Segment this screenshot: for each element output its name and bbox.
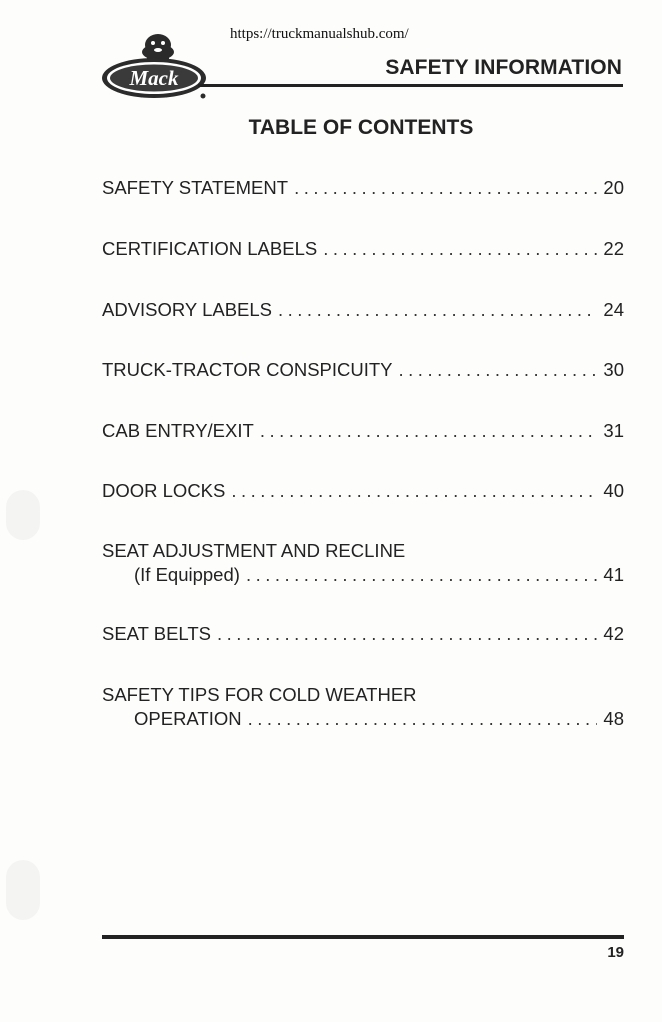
dot-leader bbox=[248, 707, 598, 731]
toc-entry-label: ADVISORY LABELS bbox=[102, 299, 273, 320]
toc-entry-label: CAB ENTRY/EXIT bbox=[102, 420, 254, 441]
dot-leader bbox=[399, 358, 598, 382]
toc-page-number: 24 bbox=[603, 299, 624, 320]
toc-page-number: 20 bbox=[603, 177, 624, 198]
toc-entry-door-locks[interactable] bbox=[102, 479, 624, 503]
dot-leader bbox=[231, 479, 597, 503]
toc-page-number: 41 bbox=[603, 564, 624, 585]
dot-leader bbox=[294, 176, 597, 200]
page-number: 19 bbox=[607, 944, 624, 961]
toc-entry-cab-entry-exit[interactable] bbox=[102, 419, 624, 443]
toc-entry-certification-labels[interactable] bbox=[102, 237, 624, 261]
toc-entry-label: CERTIFICATION LABELS bbox=[102, 238, 318, 259]
dot-leader bbox=[246, 563, 597, 587]
toc-page-number: 22 bbox=[603, 238, 624, 259]
dot-leader bbox=[323, 237, 597, 261]
section-title: SAFETY INFORMATION bbox=[385, 56, 622, 79]
dot-leader bbox=[278, 298, 597, 322]
dot-leader bbox=[260, 419, 598, 443]
toc-title: TABLE OF CONTENTS bbox=[248, 116, 474, 139]
toc-page-number: 48 bbox=[603, 708, 624, 729]
footer-rule bbox=[102, 935, 624, 939]
toc-entry-label: TRUCK-TRACTOR CONSPICUITY bbox=[102, 359, 393, 380]
toc-page-number: 42 bbox=[603, 623, 624, 644]
toc-entry-seat-belts[interactable] bbox=[102, 622, 624, 646]
toc-entry-sublabel: (If Equipped) bbox=[134, 564, 240, 585]
dot-leader bbox=[217, 622, 597, 646]
source-url[interactable]: https://truckmanualshub.com/ bbox=[230, 26, 409, 42]
toc-entry-safety-tips-cold-weather[interactable] bbox=[102, 683, 624, 731]
toc-page-number: 30 bbox=[603, 359, 624, 380]
toc-entry-label: SAFETY STATEMENT bbox=[102, 177, 289, 198]
toc-entry-label: DOOR LOCKS bbox=[102, 480, 226, 501]
toc-entry-sublabel: OPERATION bbox=[134, 708, 242, 729]
toc-page-number: 31 bbox=[603, 420, 624, 441]
toc-entry-truck-tractor-conspicuity[interactable] bbox=[102, 358, 624, 382]
toc-entry-safety-statement[interactable] bbox=[102, 176, 624, 200]
toc-entry-label: SEAT ADJUSTMENT AND RECLINE bbox=[102, 540, 406, 561]
toc-entry-seat-adjustment[interactable] bbox=[102, 539, 624, 587]
toc-entry-advisory-labels[interactable] bbox=[102, 298, 624, 322]
toc-entry-label: SAFETY TIPS FOR COLD WEATHER bbox=[102, 684, 417, 705]
toc-entry-label: SEAT BELTS bbox=[102, 623, 211, 644]
toc-page-number: 40 bbox=[603, 480, 624, 501]
svg-text:Mack: Mack bbox=[129, 66, 179, 90]
